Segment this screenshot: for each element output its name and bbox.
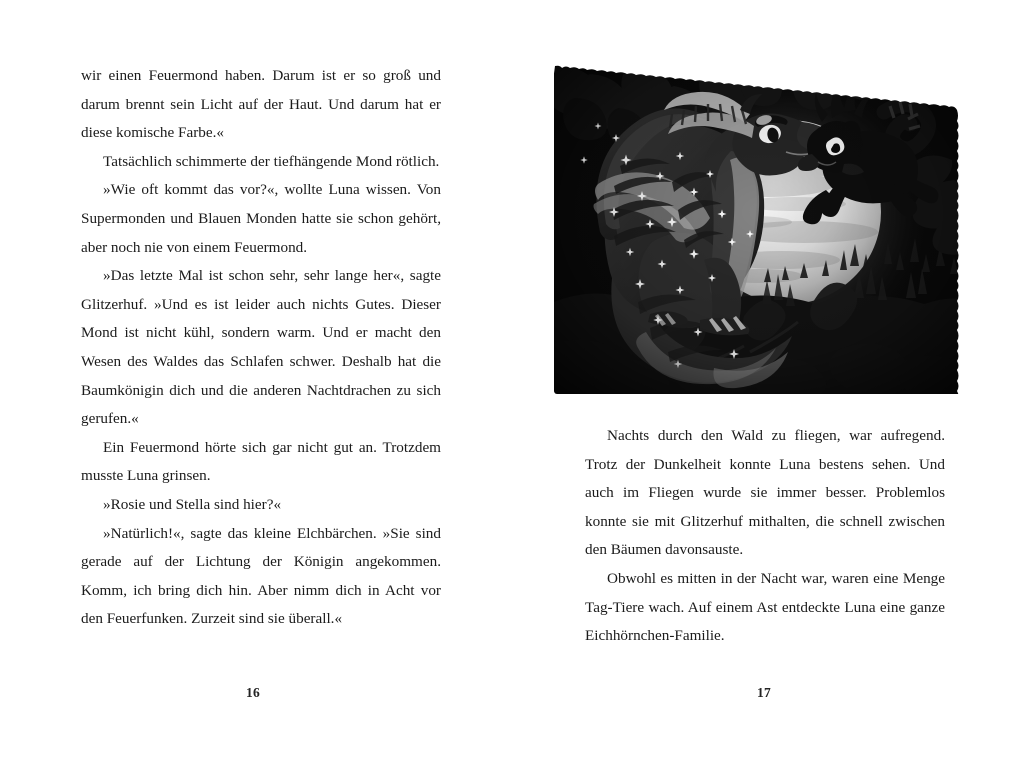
paragraph: »Wie oft kommt das vor?«, wollte Luna wissen. Von Supermonden und Blauen Monden hatte sie schon gehört, aber noch nie von einem Feuermond.	[81, 181, 441, 256]
paragraph: wir einen Feuermond haben. Darum ist er so groß und darum brennt sein Licht auf der Haut. Und darum hat er diese komische Farbe.«	[81, 67, 441, 142]
paragraph: Tatsächlich schimmerte der tiefhängende Mond rötlich.	[103, 152, 440, 170]
paragraph: »Rosie und Stella sind hier?«	[103, 495, 282, 513]
right-page-text-column	[585, 422, 945, 651]
paragraph: Ein Feuermond hörte sich gar nicht gut an. Trotzdem musste Luna grinsen.	[81, 438, 441, 485]
paragraph: Nachts durch den Wald zu fliegen, war aufregend. Trotz der Dunkelheit konnte Luna bestens sehen. Und auch im Fliegen wurde sie immer besser. Problemlos konnte sie mit Glitzerhuf mithalten, die schnell zwischen den Bäumen davonsauste.	[585, 427, 945, 559]
page-number-right: 17	[757, 685, 771, 700]
paragraph: »Das letzte Mal ist schon sehr, sehr lange her«, sagte Glitzerhuf. »Und es ist leider auch nichts Gutes. Dieser Mond ist nicht kühl, sondern warm. Und er macht den Wesen des Waldes das Schlafen schwer. Deshalb hat die Baumkönigin dich und die anderen Nachtdrachen zu sich gerufen.«	[81, 267, 441, 428]
page-number-left: 16	[246, 685, 260, 700]
left-page-text-column	[81, 62, 441, 634]
right-page	[510, 0, 1020, 783]
illustration-artwork	[554, 64, 970, 394]
illustration-canvas	[554, 64, 970, 394]
paragraph: »Natürlich!«, sagte das kleine Elchbärchen. »Sie sind gerade auf der Lichtung der Königin angekommen. Komm, ich bring dich hin. Aber nimm dich in Acht vor den Feuerfunken. Zurzeit sind sie überall.«	[81, 524, 441, 628]
paragraph: Obwohl es mitten in der Nacht war, waren eine Menge Tag-Tiere wach. Auf einem Ast entdeckte Luna eine ganze Eichhörnchen-Familie.	[585, 569, 945, 645]
illustration-night-dragon	[554, 64, 970, 394]
